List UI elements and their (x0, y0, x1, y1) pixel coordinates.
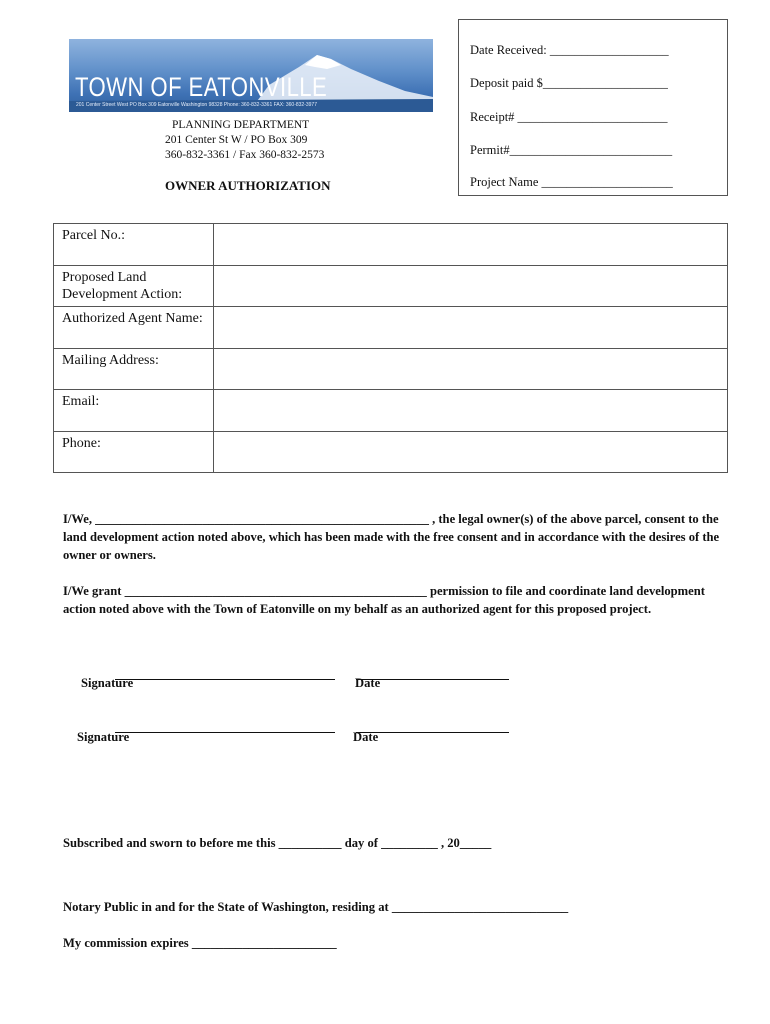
subscribed-sworn-statement: Subscribed and sworn to before me this __________ day of _________ , 20_____ (63, 836, 492, 850)
table-row (54, 348, 728, 390)
agent-name-input[interactable] (213, 307, 727, 349)
department-phone-fax: 360-832-3361 / Fax 360-832-2573 (165, 149, 325, 161)
notary-public-statement: Notary Public in and for the State of Washington, residing at ____________________________ (63, 900, 569, 914)
phone-label: Phone: (54, 431, 214, 473)
banner-title: TOWN OF EATONVILLE (75, 72, 328, 102)
permit-field[interactable]: Permit#__________________________ (470, 143, 673, 157)
banner-contact-line: 201 Center Street West PO Box 309 Eatonville Washington 98328 Phone: 360-832-3361 FAX: 360-832-3977 (76, 102, 317, 108)
department-name: PLANNING DEPARTMENT (172, 119, 310, 131)
signature-line-2[interactable] (115, 732, 335, 733)
table-row (54, 307, 728, 349)
signature-label-1: Signature (81, 676, 134, 690)
phone-input[interactable] (213, 431, 727, 473)
date-label-1: Date (355, 676, 381, 690)
agent-name-label: Authorized Agent Name: (54, 307, 214, 349)
table-row (54, 390, 728, 432)
receipt-field[interactable]: Receipt# ________________________ (470, 110, 668, 124)
date-label-2: Date (353, 730, 379, 744)
owner-info-table (53, 223, 728, 473)
mailing-address-label: Mailing Address: (54, 348, 214, 390)
table-row (54, 224, 728, 266)
land-action-input[interactable] (213, 265, 727, 307)
department-address: 201 Center St W / PO Box 309 (165, 134, 308, 146)
parcel-label: Parcel No.: (54, 224, 214, 266)
email-label: Email: (54, 390, 214, 432)
commission-expires-statement: My commission expires _______________________ (63, 936, 337, 950)
date-line-2[interactable] (356, 732, 509, 733)
grant-statement: I/We grant ________________________________________________ permission to file and coordinate land development action noted above with the Town of Eatonville on my behalf as an authorized agent for this proposed project. (63, 584, 705, 616)
signature-label-2: Signature (77, 730, 130, 744)
consent-statement: I/We, _____________________________________________________ , the legal owner(s) of the above parcel, consent to the land development action noted above, which has been made with the free consent and in accordance with the desires of the owner or owners. (63, 512, 720, 562)
deposit-paid-field[interactable]: Deposit paid $____________________ (470, 76, 668, 90)
signature-line-1[interactable] (115, 679, 335, 680)
land-action-label: Proposed Land Development Action: (54, 265, 214, 307)
form-title: OWNER AUTHORIZATION (165, 178, 331, 193)
table-row (54, 431, 728, 473)
parcel-input[interactable] (213, 224, 727, 266)
mailing-address-input[interactable] (213, 348, 727, 390)
project-name-field[interactable]: Project Name _____________________ (470, 175, 673, 189)
date-received-field[interactable]: Date Received: ___________________ (470, 43, 669, 57)
town-banner-logo (69, 39, 433, 112)
table-row (54, 265, 728, 307)
email-input[interactable] (213, 390, 727, 432)
